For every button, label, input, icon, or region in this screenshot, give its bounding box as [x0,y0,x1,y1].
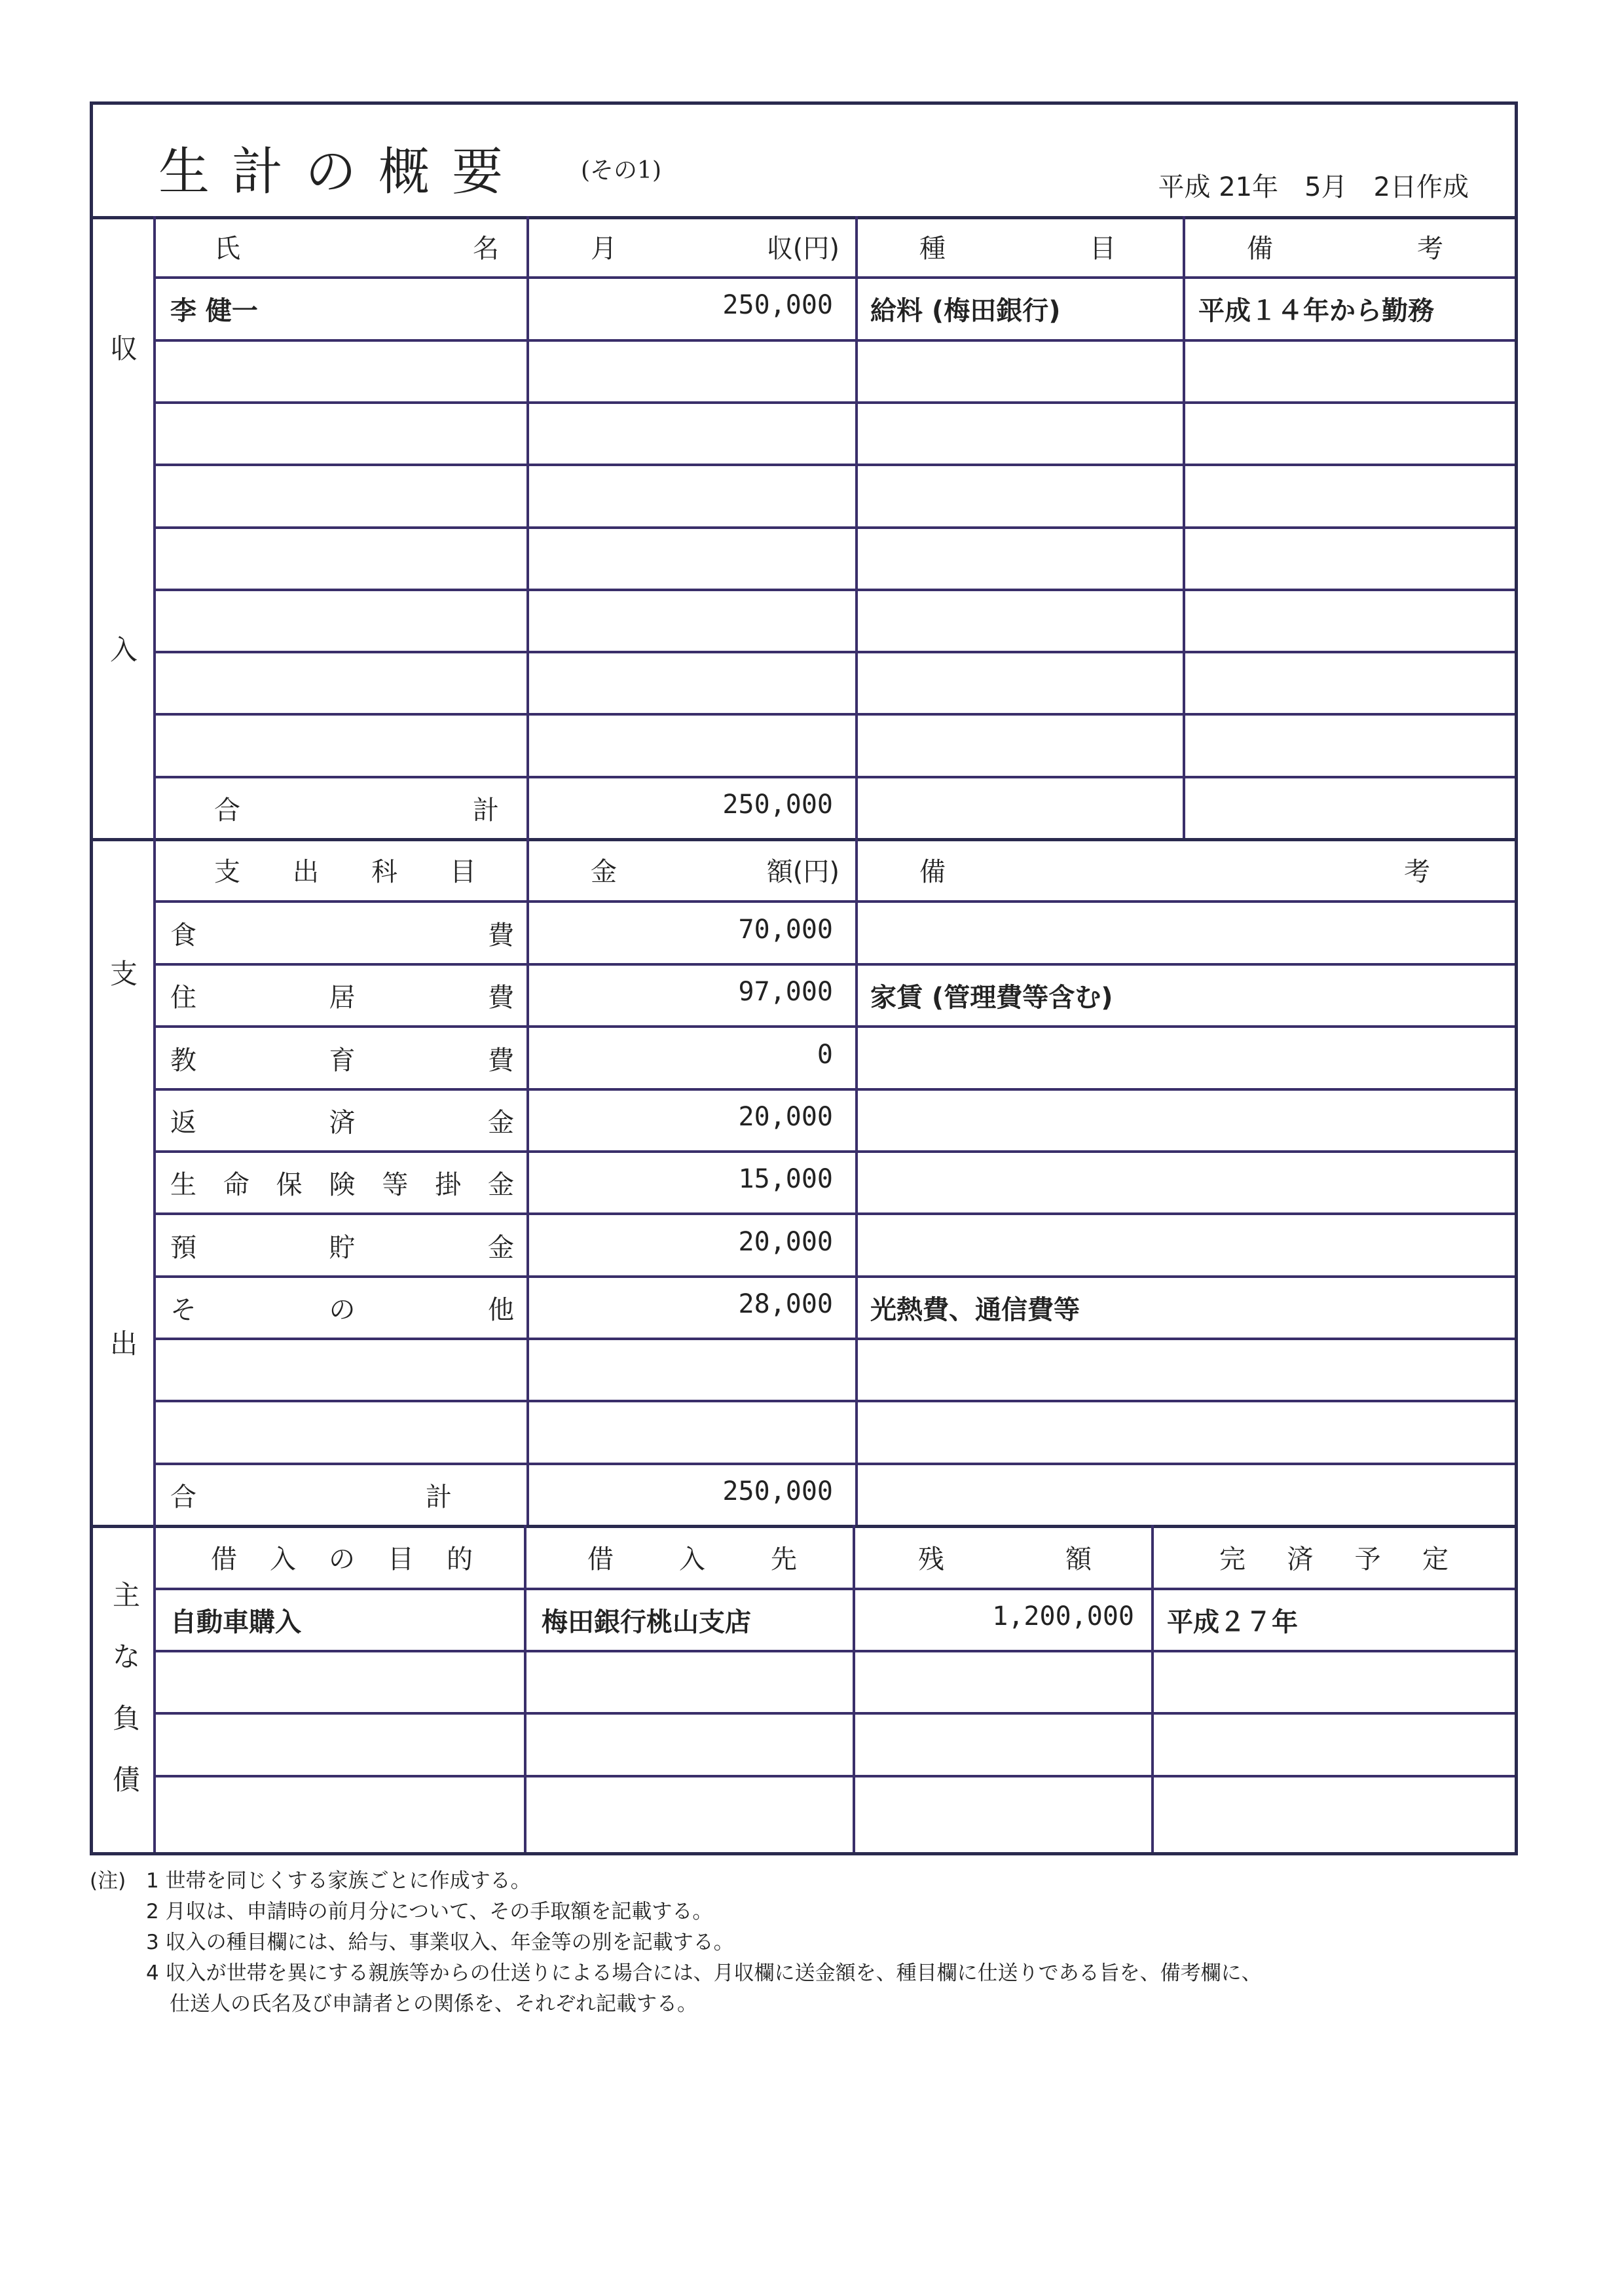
expense-item-repayment: 返 済 金 [170,1108,514,1138]
expense-total-label: 合 計 [170,1482,452,1512]
expense-header-amount: 金 額(円) [591,857,840,887]
income-header-name: 氏 名 [214,234,499,264]
expense-total-value: 250,000 [722,1476,833,1506]
expense-item-insurance: 生 命 保 険 等 掛 金 [170,1170,514,1200]
expense-row-line [155,1025,1515,1028]
income-name-cell: 李 健一 [170,296,258,326]
debt-purpose-cell: 自動車購入 [170,1607,301,1637]
income-row-line [155,526,1515,529]
expense-row-line [155,1212,1515,1215]
expense-item-housing: 住 居 費 [170,983,514,1013]
income-total-value: 250,000 [722,790,833,820]
footnote-item: 2 月収は、申請時の前月分について、その手取額を記載する。 [146,1900,713,1923]
expense-item-other: そ の 他 [170,1295,514,1325]
footnotes [90,1866,1262,2020]
income-header-type: 種 目 [919,234,1116,264]
debt-row-line [155,1712,1515,1715]
income-header-divider [155,276,1515,279]
expense-header-item: 支 出 科 目 [214,857,476,887]
income-remarks-cell: 平成１４年から勤務 [1198,296,1434,326]
income-header-remarks: 備 考 [1247,234,1443,264]
page-subtitle: (その1) [581,157,661,184]
debt-col-divider [1151,1525,1154,1852]
created-date: 平成 21年 5月 2日作成 [1158,172,1469,202]
income-col-divider [526,216,529,838]
expense-row-line [155,1150,1515,1153]
side-label-divider [153,216,156,1852]
income-row-line [155,713,1515,716]
debt-balance-cell: 1,200,000 [992,1601,1134,1631]
debt-row-line [155,1775,1515,1777]
page-title: 生計の概要 [158,143,526,202]
expense-row-line [155,1338,1515,1340]
income-row-line [155,339,1515,342]
income-row-line [155,589,1515,591]
footnote-item: 1 世帯を同じくする家族ごとに作成する。 [146,1869,531,1893]
expense-section-end [93,1525,1515,1528]
expense-side-label-1: 支 [110,958,138,990]
income-side-label-2: 入 [110,634,138,666]
income-row-line [155,401,1515,404]
expense-row-line [155,1463,1515,1465]
income-type-cell: 給料 (梅田銀行) [870,296,1061,326]
expense-amount-repayment: 20,000 [738,1102,833,1132]
title-divider [93,216,1515,219]
expense-amount-insurance: 15,000 [738,1164,833,1194]
expense-amount-education: 0 [817,1040,833,1070]
expense-amount-food: 70,000 [738,915,833,945]
expense-amount-other: 28,000 [738,1289,833,1319]
debt-col-divider [524,1525,526,1852]
footnote-item: 4 収入が世帯を異にする親族等からの仕送りによる場合には、月収欄に送金額を、種目欄に仕送りである旨を、備考欄に、 [146,1961,1262,1985]
debt-row-line [155,1650,1515,1652]
footnote-item: 仕送人の氏名及び申請者との関係を、それぞれ記載する。 [170,1992,697,2016]
expense-remarks-housing: 家賃 (管理費等含む) [870,983,1113,1013]
expense-row-line [155,963,1515,966]
expense-remarks-other: 光熱費、通信費等 [870,1295,1080,1325]
income-row-line [155,464,1515,466]
debt-side-label: 主 な 負 債 [112,1579,140,1796]
debt-col-divider [853,1525,855,1852]
expense-row-line [155,1088,1515,1091]
footnote-item: 3 収入の種目欄には、給与、事業収入、年金等の別を記載する。 [146,1931,734,1954]
expense-header-remarks: 備 考 [919,857,1430,887]
expense-row-line [155,1400,1515,1402]
income-col-divider [1183,216,1185,838]
expense-col-divider [855,838,858,1525]
footnote-label: (注) [90,1869,126,1893]
income-monthly-cell: 250,000 [722,290,833,320]
expense-amount-savings: 20,000 [738,1227,833,1257]
income-total-label: 合 計 [214,795,499,826]
debt-header-lender: 借 入 先 [587,1544,797,1575]
debt-header-purpose: 借 入 の 目 的 [211,1544,473,1575]
income-header-monthly: 月 収(円) [591,234,840,264]
income-row-line [155,651,1515,653]
expense-item-savings: 預 貯 金 [170,1233,514,1263]
expense-item-food: 食 費 [170,920,514,951]
income-col-divider [855,216,858,838]
expense-item-education: 教 育 費 [170,1046,514,1076]
expense-row-line [155,1275,1515,1278]
expense-amount-housing: 97,000 [738,977,833,1007]
income-row-line [155,776,1515,778]
debt-header-balance: 残 額 [918,1544,1092,1575]
debt-header-divider [155,1588,1515,1590]
expense-col-divider [526,838,529,1525]
income-side-label-1: 収 [110,333,138,365]
debt-plan-cell: 平成２７年 [1167,1607,1298,1637]
expense-side-label-2: 出 [110,1328,138,1360]
expense-header-divider [155,900,1515,903]
household-budget-form [90,101,1518,1855]
debt-lender-cell: 梅田銀行桃山支店 [542,1607,751,1637]
income-section-end [93,838,1515,841]
debt-header-plan: 完 済 予 定 [1219,1544,1449,1575]
